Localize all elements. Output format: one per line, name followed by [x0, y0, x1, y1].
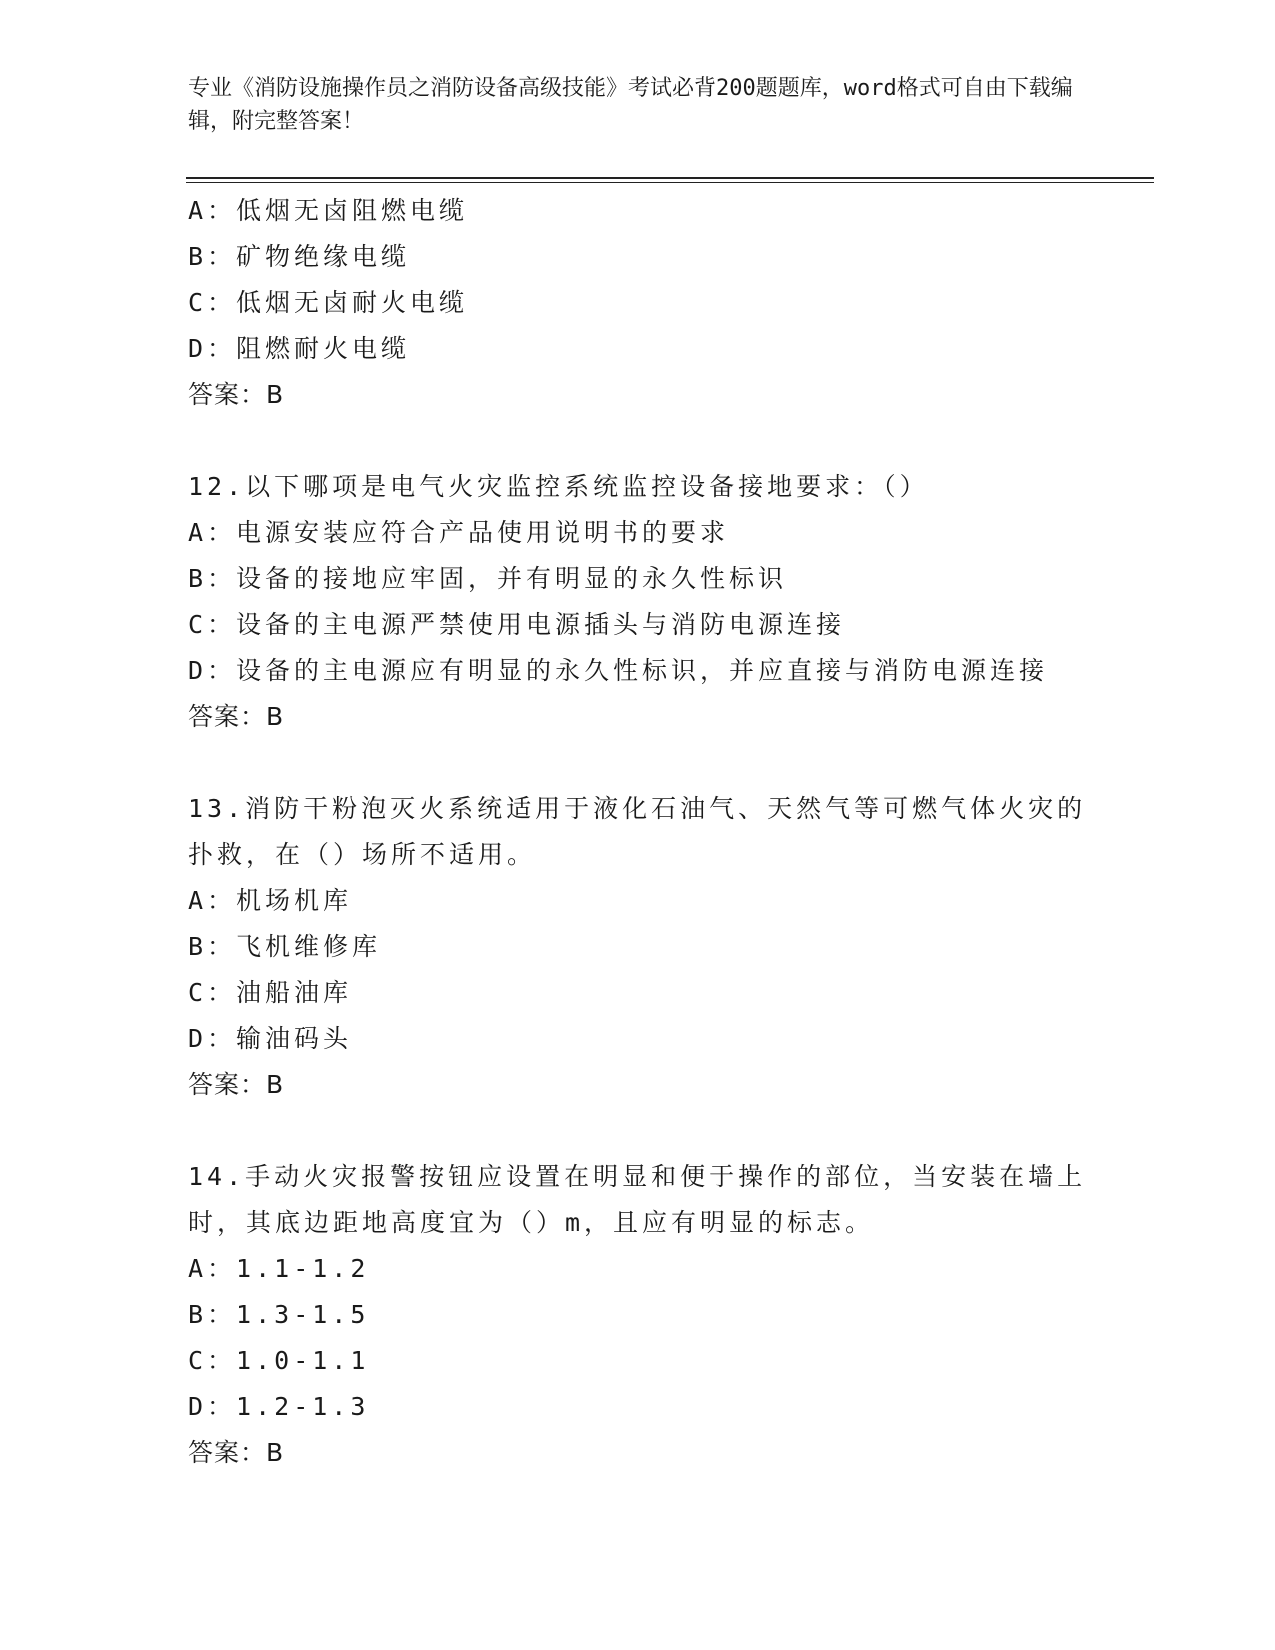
option-d: D：阻燃耐火电缆: [188, 334, 411, 363]
option-a: A：机场机库: [188, 886, 353, 915]
option-a: A：1.1-1.2: [188, 1254, 370, 1283]
header-divider-thick: [186, 177, 1154, 179]
option-a: A：低烟无卤阻燃电缆: [188, 196, 469, 225]
option-c: C：1.0-1.1: [188, 1346, 370, 1375]
header-divider-thin: [186, 182, 1154, 183]
answer-line: 答案：B: [188, 380, 285, 409]
question-block-13: [188, 786, 1108, 1108]
option-b: B：矿物绝缘电缆: [188, 242, 411, 271]
question-text: 14.手动火灾报警按钮应设置在明显和便于操作的部位，当安装在墙上时，其底边距地高度宜为（）m，且应有明显的标志。: [188, 1162, 1087, 1237]
question-text: 12.以下哪项是电气火灾监控系统监控设备接地要求：（）: [188, 472, 929, 501]
spacer: [188, 740, 1108, 786]
option-b: B：1.3-1.5: [188, 1300, 370, 1329]
spacer: [188, 1108, 1108, 1154]
option-d: D：1.2-1.3: [188, 1392, 370, 1421]
option-b: B：设备的接地应牢固，并有明显的永久性标识: [188, 564, 788, 593]
option-c: C：设备的主电源严禁使用电源插头与消防电源连接: [188, 610, 846, 639]
document-header: 专业《消防设施操作员之消防设备高级技能》考试必背200题题库，word格式可自由下载编辑，附完整答案！: [188, 76, 1073, 134]
question-text: 13.消防干粉泡灭火系统适用于液化石油气、天然气等可燃气体火灾的扑救，在（）场所不适用。: [188, 794, 1087, 869]
question-list: [188, 188, 1108, 1476]
answer-line: 答案：B: [188, 1070, 285, 1099]
question-block-12: [188, 464, 1108, 740]
option-b: B：飞机维修库: [188, 932, 382, 961]
option-a: A：电源安装应符合产品使用说明书的要求: [188, 518, 730, 547]
option-d: D：设备的主电源应有明显的永久性标识，并应直接与消防电源连接: [188, 656, 1049, 685]
option-c: C：低烟无卤耐火电缆: [188, 288, 469, 317]
option-d: D：输油码头: [188, 1024, 353, 1053]
answer-line: 答案：B: [188, 702, 285, 731]
spacer: [188, 418, 1108, 464]
question-block-11: [188, 188, 1108, 418]
question-block-14: [188, 1154, 1108, 1476]
answer-line: 答案：B: [188, 1438, 285, 1467]
option-c: C：油船油库: [188, 978, 353, 1007]
